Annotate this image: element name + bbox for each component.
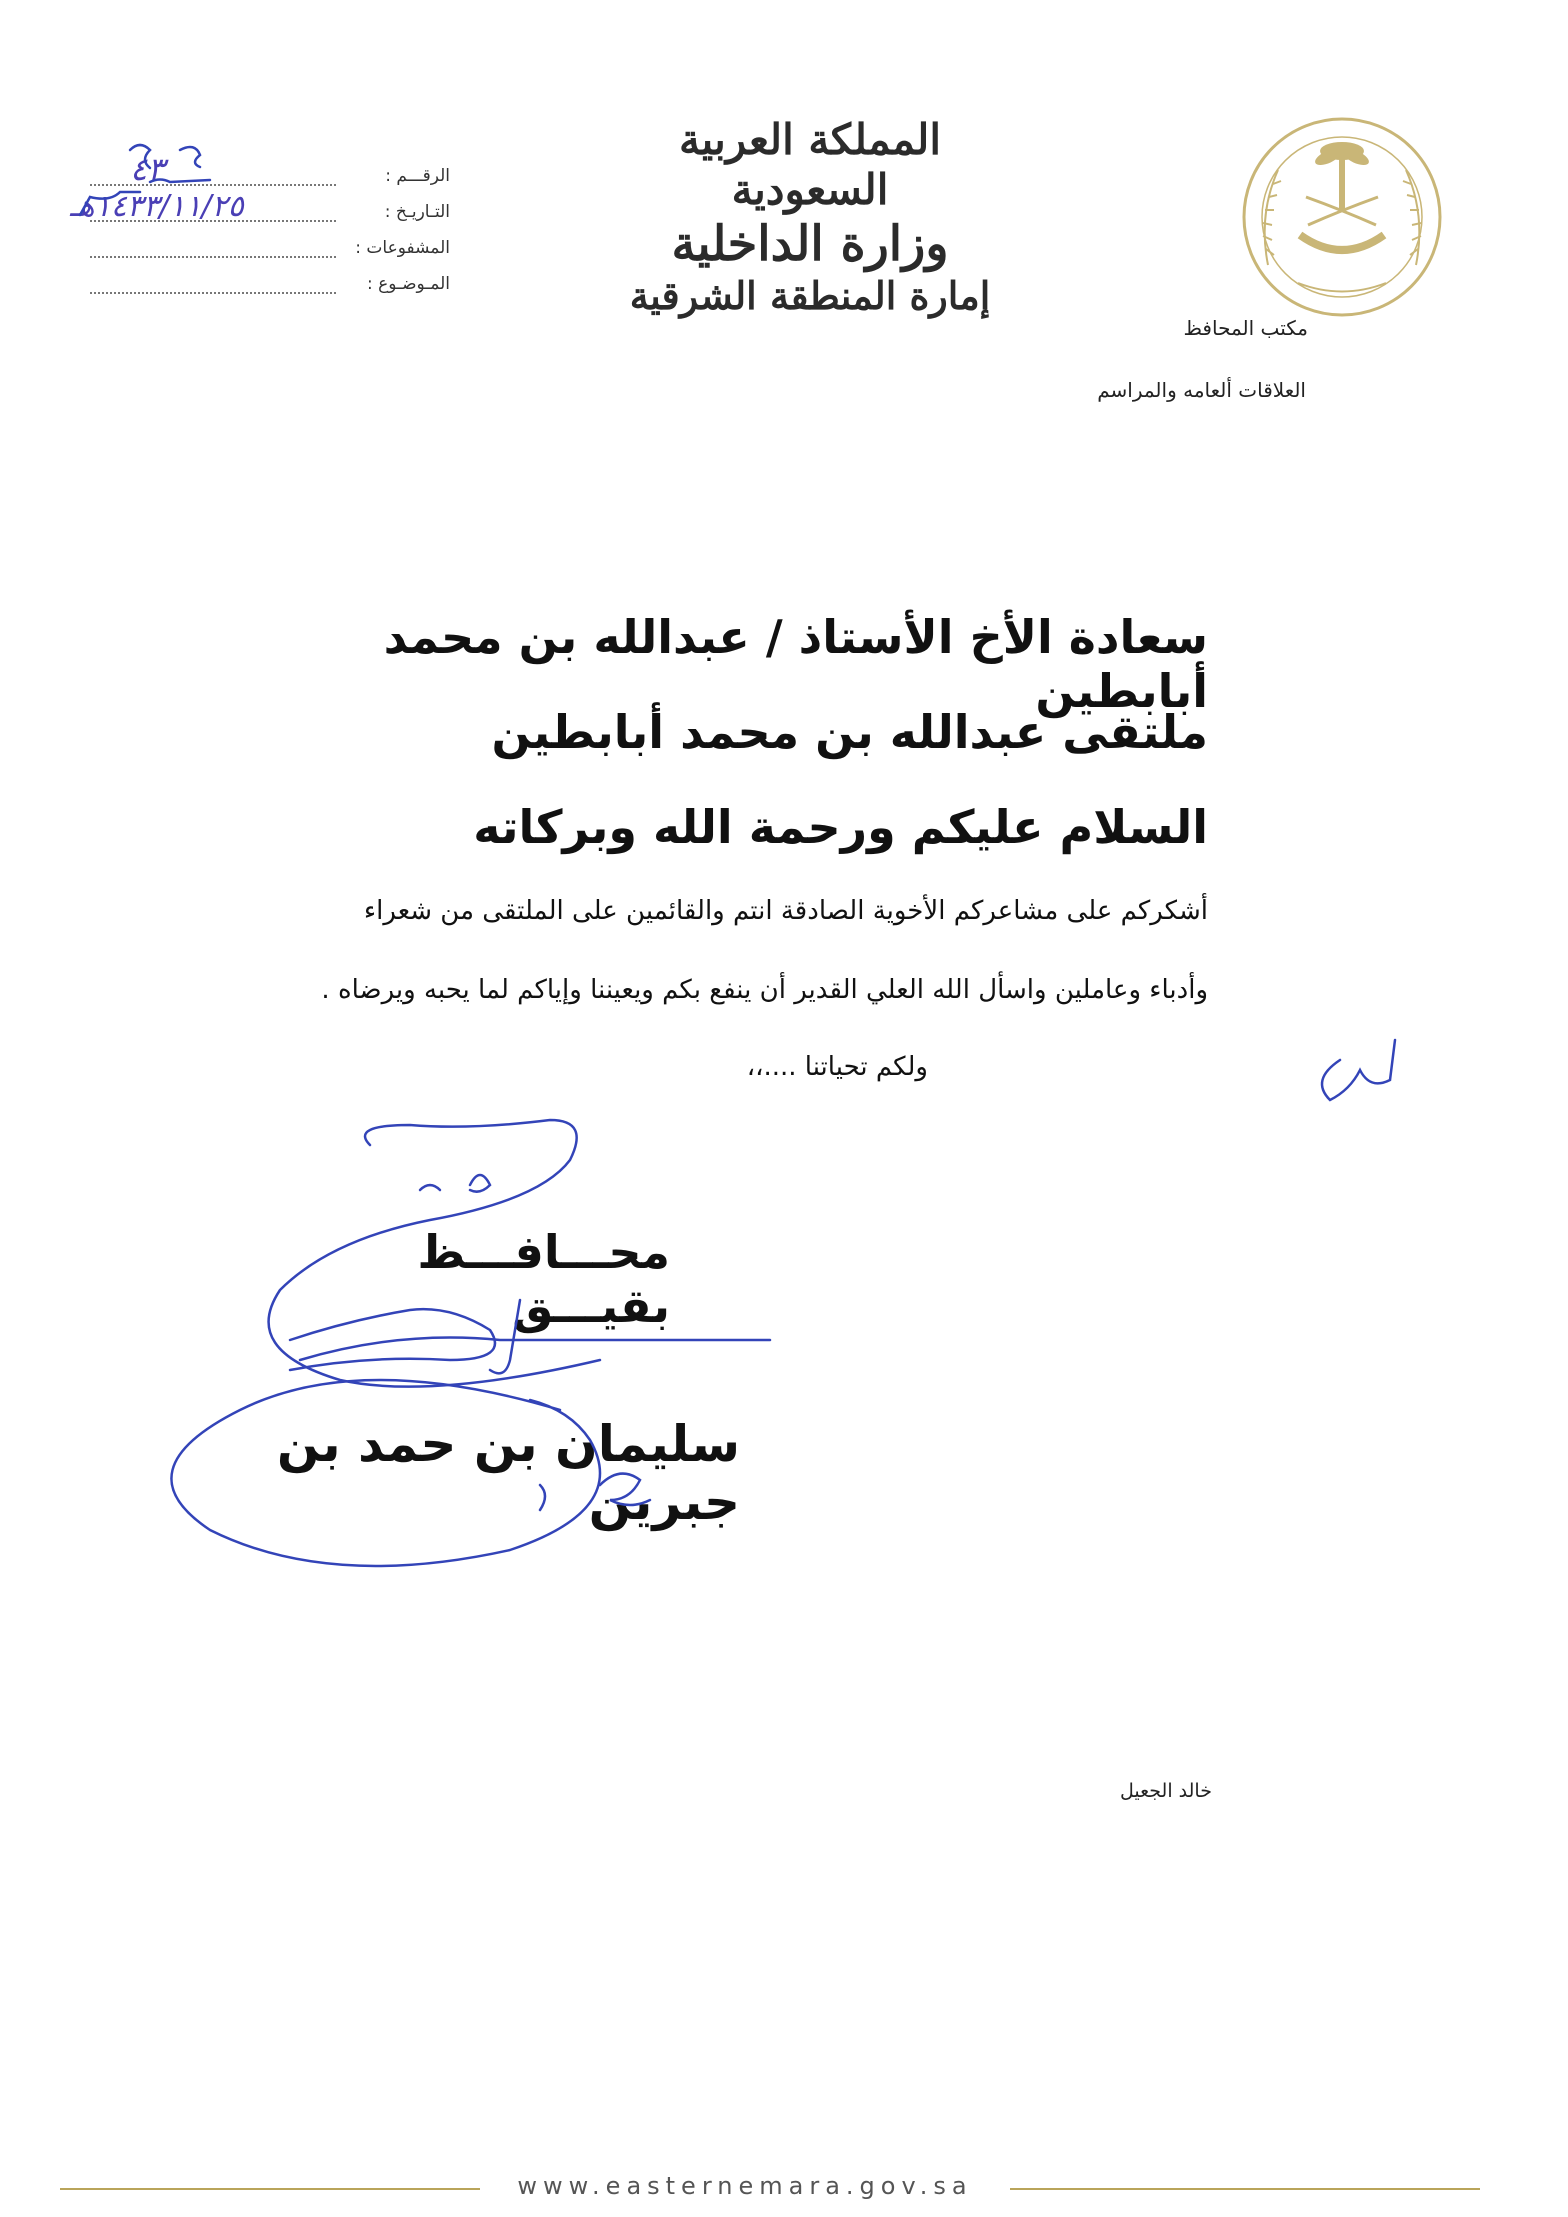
reference-number-label: الرقـــم :: [385, 166, 450, 186]
emirate-title: إمارة المنطقة الشرقية: [629, 273, 991, 319]
body-line-1: أشكركم على مشاعركم الأخوية الصادقة انتم والقائمين على الملتقى من شعراء: [363, 896, 1208, 926]
footer-website: www.easternemara.gov.sa: [517, 2172, 973, 2200]
footer: [0, 2168, 1568, 2208]
reference-subject-line: [90, 274, 336, 294]
body-line-2: وأدباء وعاملين واسأل الله العلي القدير أن ينفع بكم ويعيننا وإياكم لما يحبه ويرضاه .: [321, 975, 1208, 1005]
kingdom-title: المملكة العربية السعودية: [678, 115, 942, 215]
reference-number-row: [90, 150, 450, 186]
reference-attachments-line: [90, 238, 336, 258]
reference-date-value: ١٤٣٣/١١/٢٥هـ: [70, 189, 244, 224]
footer-rule-right: [1010, 2188, 1480, 2190]
reference-block: [70, 150, 450, 294]
reference-date-label: التـاريـخ :: [384, 202, 450, 222]
letterhead: [600, 115, 1020, 319]
signatory-title: محـــافـــظ بقيـــق: [417, 1225, 670, 1333]
ministry-title: وزارة الداخلية: [671, 215, 949, 272]
recipient-line: سعادة الأخ الأستاذ / عبدالله بن محمد أبابطين: [383, 610, 1208, 718]
forum-line: ملتقى عبدالله بن محمد أبابطين: [491, 705, 1208, 759]
salutation-line: السلام عليكم ورحمة الله وبركاته: [473, 800, 1208, 854]
office-label: مكتب المحافظ: [1183, 316, 1308, 340]
saudi-emblem-icon: [1228, 115, 1456, 320]
signatory-name: سليمان بن حمد بن جبرين: [276, 1415, 740, 1531]
reference-subject-label: المـوضـوع :: [367, 274, 450, 294]
reference-subject-row: [90, 258, 450, 294]
reference-date-row: [70, 186, 450, 224]
typist-initials: خالد الجعيل: [1120, 1780, 1212, 1802]
reference-number-line: [90, 150, 336, 188]
department-label: العلاقات ألعامه والمراسم: [1097, 378, 1306, 402]
reference-number-value: ٤٣: [130, 150, 165, 188]
footer-rule-left: [60, 2188, 480, 2190]
reference-attachments-row: [90, 222, 450, 258]
reference-attachments-label: المشفوعات :: [355, 238, 450, 258]
reference-date-line: [70, 189, 336, 224]
closing-line: ولكم تحياتنا ....،،: [746, 1052, 928, 1082]
